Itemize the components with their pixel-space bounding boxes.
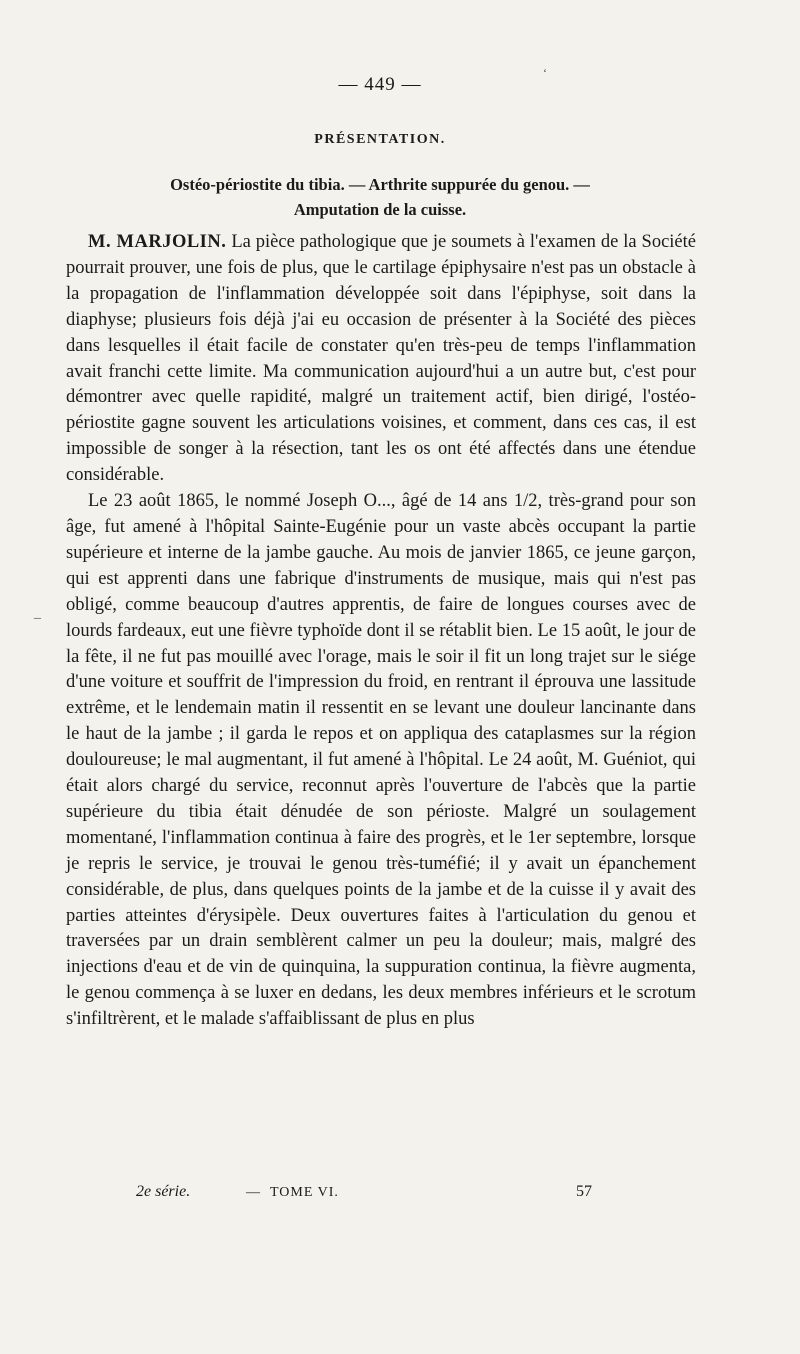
signature-number: 57 — [576, 1183, 592, 1200]
page-number: — 449 — — [338, 74, 422, 95]
article-title-line-1: Ostéo-périostite du tibia. — Arthrite suppurée du genou. — — [170, 175, 590, 194]
article-title — [60, 172, 700, 222]
tome-label: — TOME VI. — [246, 1185, 339, 1200]
article-body — [66, 230, 696, 1033]
paragraph-1-text: La pièce pathologique que je soumets à l'examen de la Société pourrait prouver, une fois de plus, que le cartilage épiphysaire n'est pas un obstacle à la propagation de l'inflammation développée soit dans l'épiphyse, soit dans la diaphyse; plusieurs fois déjà j'ai eu occasion de présenter à la Société des pièces dans lesquelles il était facile de constater qu'en très-peu de temps l'inflammation avait franchi cette limite. Ma communication aujourd'hui a un autre but, c'est pour démontrer avec quelle rapidité, malgré un traitement actif, bien dirigé, l'ostéo-périostite gagne souvent les articulations voisines, et comment, dans ces cas, il est impossible de songer à la résection, tant les os ont été affectés dans une étendue considérable. — [66, 232, 696, 486]
article-title-line-2: Amputation de la cuisse. — [293, 200, 467, 219]
series-label: 2e série. — [136, 1183, 191, 1200]
paragraph-2: Le 23 août 1865, le nommé Joseph O..., âgé de 14 ans 1/2, très-grand pour son âge, fut amené à l'hôpital Sainte-Eugénie pour un vaste abcès occupant la partie supérieure et interne de la jambe gauche. Au mois de janvier 1865, ce jeune garçon, qui est apprenti dans une fabrique d'instruments de musique, mais qui n'est pas obligé, comme beaucoup d'autres apprentis, de faire de longues courses avec de lourds fardeaux, eut une fièvre typhoïde dont il se rétablit bien. Le 15 août, le jour de la fête, il ne fut pas mouillé avec l'orage, mais le soir il fit un long trajet sur le siége d'une voiture et souffrit de l'impression du froid, en rentrant il éprouva une lassitude extrême, et le lendemain matin il ressentit en se levant une douleur lancinante dans le haut de la jambe ; il garda le repos et on appliqua des cataplasmes sur la région douloureuse; le mal augmentant, il fut amené à l'hôpital. Le 24 août, M. Guéniot, qui était alors chargé du service, reconnut après l'ouverture de l'abcès que la partie supérieure du tibia était dénudée de son périoste. Malgré un soulagement momentané, l'inflammation continua à faire des progrès, et le 1er septembre, lorsque je repris le service, je trouvai le genou très-tuméfié; il y avait un épanchement considérable, de plus, dans quelques points de la jambe et de la cuisse il y avait des parties atteintes d'érysipèle. Deux ouvertures faites à l'articulation du genou et traversées par un drain semblèrent calmer un peu la douleur; mais, malgré des injections d'eau et de vin de quinquina, la suppuration continua, la fièvre augmenta, le genou commença à se luxer en dedans, les deux membres inférieurs et le scrotum s'infiltrèrent, et le malade s'affaiblissant de plus en plus — [66, 491, 696, 1030]
paragraph-1 — [66, 230, 696, 489]
margin-dash: _ — [34, 606, 41, 621]
stray-ink-mark: ‘ — [543, 66, 547, 80]
section-heading: PRÉSENTATION. — [314, 132, 446, 147]
speaker-name: M. MARJOLIN. — [88, 232, 227, 252]
